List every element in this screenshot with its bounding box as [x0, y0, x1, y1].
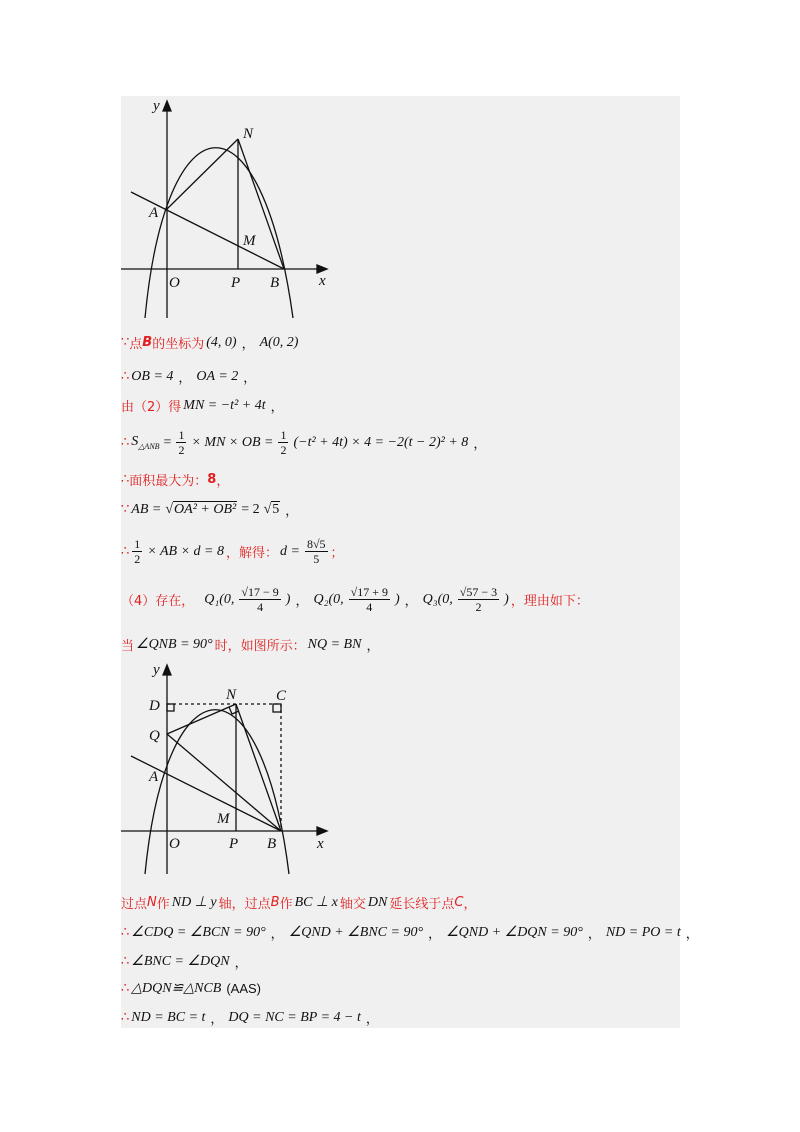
fig1-label-m: M — [243, 233, 256, 249]
fig2-right-angle-d — [167, 704, 174, 711]
fig1-label-b: B — [270, 275, 280, 291]
fig1-label-n: N — [243, 126, 254, 142]
line-9: 当 ∠QNB = 90° 时，如图所示： NQ = BN ， — [121, 636, 380, 654]
line-8: （4）存在， Q₁(0, $\frac{√17 - 9}{4}$ ) ， Q₂(0, $\frac{√17 + 9}{4}$ ) ， Q₃(0, $\frac{√57 - 3}{2}$ ) ，理由如下： — [121, 585, 589, 614]
fraction-half-1: $\frac{1}{2}$ — [178, 428, 185, 457]
line-5: ∴ 面积最大为： 8 ， — [121, 472, 230, 489]
fig1-label-x: x — [319, 273, 326, 289]
fig1-label-a: A — [149, 205, 159, 221]
fig2-label-a: A — [149, 769, 159, 785]
fig2-label-o: O — [169, 836, 180, 852]
line-13: ∴ △DQN≌△NCB (AAS) — [121, 981, 262, 996]
line-7: ∴ $\frac{1}{2}$ × AB × d = 8 ，解得： d = $\frac{8√5}{5}$ ； — [121, 537, 344, 566]
line-12: ∴ ∠BNC = ∠DQN ， — [121, 954, 248, 971]
fig2-label-n: N — [226, 687, 237, 703]
fig2-right-angle-c — [273, 704, 281, 712]
fig1-line-an — [167, 139, 238, 209]
fig1-label-p: P — [231, 275, 241, 291]
fig2-line-qn — [167, 704, 236, 734]
fig2-label-b: B — [267, 836, 277, 852]
line-6: ∵ AB = √OA² + OB² = 2 √5 ， — [121, 501, 299, 519]
fig1-label-y: y — [153, 98, 160, 114]
fig1-label-o: O — [169, 275, 180, 291]
fig2-label-d: D — [149, 698, 160, 714]
line-2: ∴ OB = 4 ， OA = 2 ， — [121, 368, 257, 386]
fig2-x-arrow — [317, 827, 327, 835]
line-10: 过点 N 作 ND ⊥ y 轴，过点 B 作 BC ⊥ x 轴交 DN 延长线于点 C ， — [121, 894, 477, 912]
fig2-label-m: M — [217, 811, 230, 827]
line-11: ∴ ∠CDQ = ∠BCN = 90° ， ∠QND + ∠BNC = 90° ， ∠QND + ∠DQN = 90° ， ND = PO = t ， — [121, 924, 699, 942]
line-1: ∵ 点 B 的坐标为 (4, 0) ， A(0, 2) — [121, 334, 299, 352]
line-3: 由（2）得 MN = −t² + 4t ， — [121, 397, 284, 415]
fig2-label-q: Q — [149, 728, 160, 744]
line-4: ∴ $S_{\triangle ANB}$ = $\frac{1}{2}$ × MN × OB = $\frac{1}{2}$ (−t² + 4t) × 4 = −2(t − 2)² + 8 ， — [121, 428, 487, 457]
figure-2-parabola — [121, 660, 341, 875]
fig2-label-x: x — [317, 836, 324, 852]
figure-1-parabola — [121, 96, 341, 326]
fig2-label-p: P — [229, 836, 239, 852]
fraction-half-2: $\frac{1}{2}$ — [280, 428, 287, 457]
fraction-d: $\frac{8√5}{5}$ — [306, 537, 326, 566]
line-14: ∴ ND = BC = t ， DQ = NC = BP = 4 − t ， — [121, 1009, 379, 1027]
fig1-x-arrow — [317, 265, 327, 273]
fraction-half-3: $\frac{1}{2}$ — [134, 537, 141, 566]
fig2-label-c: C — [276, 688, 287, 704]
fig1-y-arrow — [163, 101, 171, 111]
fig2-label-y: y — [153, 662, 160, 678]
fig2-y-arrow — [163, 665, 171, 675]
